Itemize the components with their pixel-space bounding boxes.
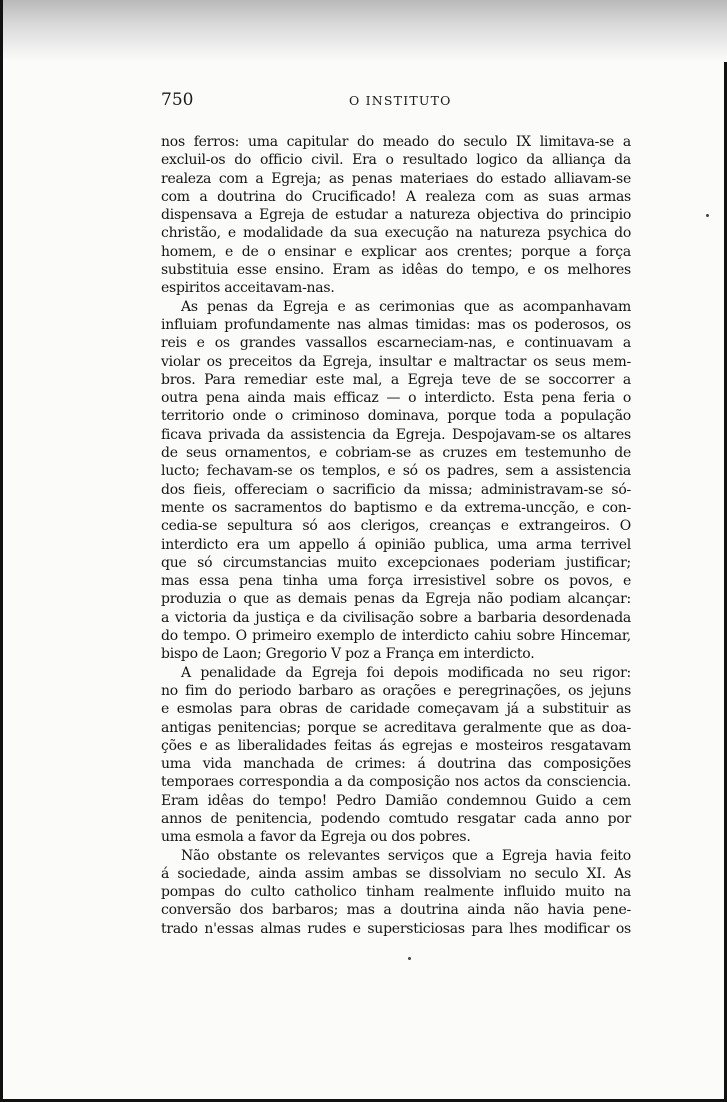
text-line: christão, e modalidade da sua execução na natureza psychica do <box>161 225 631 242</box>
text-line: antigas penitencias; porque se acreditava geralmente que as doa- <box>161 719 631 736</box>
text-line: realeza com a Egreja; as penas materiaes do estado alliavam-se <box>161 170 631 187</box>
text-line: excluil-os do officio civil. Era o resultado logico da alliança da <box>161 152 631 169</box>
text-line: substituia esse ensino. Eram as idêas do tempo, e os melhores <box>161 262 631 279</box>
page-header <box>161 90 631 112</box>
text-line: influiam profundamente nas almas timidas: mas os poderosos, os <box>161 316 631 333</box>
text-line: de seus ornamentos, e cobriam-se as cruzes em testemunho de <box>161 445 631 462</box>
text-line: dos fieis, offereciam o sacrificio da missa; administravam-se só- <box>161 481 631 498</box>
text-line: homem, e de o ensinar e explicar aos crentes; porque a força <box>161 243 631 260</box>
text-line: reis e os grandes vassallos escarneciam-nas, e continuavam a <box>161 335 631 352</box>
page-number: 750 <box>161 90 194 110</box>
text-line: ções e as liberalidades feitas ás egrejas e mosteiros resgatavam <box>161 737 631 754</box>
ink-speck <box>706 214 709 217</box>
body-text <box>161 133 631 938</box>
text-line: violar os preceitos da Egreja, insultar e maltractar os seus mem- <box>161 353 631 370</box>
text-line: do tempo. O primeiro exemplo de interdicto cahiu sobre Hincemar, <box>161 628 631 645</box>
text-line: a victoria da justiça e da civilisação sobre a barbaria desordenada <box>161 609 631 626</box>
text-line: produzia o que as demais penas da Egreja não podiam alcançar: <box>161 591 631 608</box>
text-line: temporaes correspondia a da composição nos actos da consciencia. <box>161 774 631 791</box>
paragraph-first-line: A penalidade da Egreja foi depois modificada no seu rigor: <box>181 664 631 681</box>
text-line: conversão dos barbaros; mas a doutrina ainda não havia pene- <box>161 902 631 919</box>
paragraph-first-line: As penas da Egreja e as cerimonias que as acompanhavam <box>181 298 631 315</box>
scan-shadow <box>3 0 727 62</box>
text-line: ficava privada da assistencia da Egreja. Despojavam-se os altares <box>161 426 631 443</box>
text-line: com a doutrina do Crucificado! A realeza com as suas armas <box>161 188 631 205</box>
text-line: uma esmola a favor da Egreja ou dos pobres. <box>161 829 471 846</box>
text-line: á sociedade, ainda assim ambas se dissolviam no seculo XI. As <box>161 865 631 882</box>
text-line: Eram idêas do tempo! Pedro Damião condemnou Guido a cem <box>161 792 631 809</box>
text-line: cedia-se sepultura só aos clerigos, creanças e extrangeiros. O <box>161 518 631 535</box>
text-line: mas essa pena tinha uma força irresistivel sobre os povos, e <box>161 573 631 590</box>
text-line: bros. Para remediar este mal, a Egreja teve de se soccorrer a <box>161 371 631 388</box>
text-line: espiritos acceitavam-nas. <box>161 280 335 297</box>
text-line: que só circumstancias muito excepcionaes poderiam justificar; <box>161 554 631 571</box>
text-line: interdicto era um appello á opinião publica, uma arma terrivel <box>161 536 631 553</box>
text-line: bispo de Laon; Gregorio V poz a França em interdicto. <box>161 646 535 663</box>
text-line: trado n'essas almas rudes e supersticiosas para lhes modificar os <box>161 920 631 937</box>
text-line: pompas do culto catholico tinham realmente influido muito na <box>161 884 631 901</box>
text-line: uma vida manchada de crimes: á doutrina das composições <box>161 756 631 773</box>
paragraph-first-line: Não obstante os relevantes serviços que a Egreja havia feito <box>181 847 631 864</box>
ink-speck <box>408 957 411 960</box>
text-line: outra pena ainda mais efficaz — o interdicto. Esta pena feria o <box>161 390 631 407</box>
text-line: no fim do periodo barbaro as orações e peregrinações, os jejuns <box>161 682 631 699</box>
text-line: dispensava a Egreja de estudar a natureza objectiva do principio <box>161 207 631 224</box>
running-title: O INSTITUTO <box>349 93 452 108</box>
text-line: territorio onde o criminoso dominava, porque toda a população <box>161 408 631 425</box>
text-line: mente os sacramentos do baptismo e da extrema-uncção, e con- <box>161 499 631 516</box>
text-line: annos de penitencia, podendo comtudo resgatar cada anno por <box>161 810 631 827</box>
text-line: e esmolas para obras de caridade começavam já a substituir as <box>161 701 631 718</box>
text-line: nos ferros: uma capitular do meado do seculo IX limitava-se a <box>161 134 631 150</box>
text-line: lucto; fechavam-se os templos, e só os padres, sem a assistencia <box>161 463 631 480</box>
